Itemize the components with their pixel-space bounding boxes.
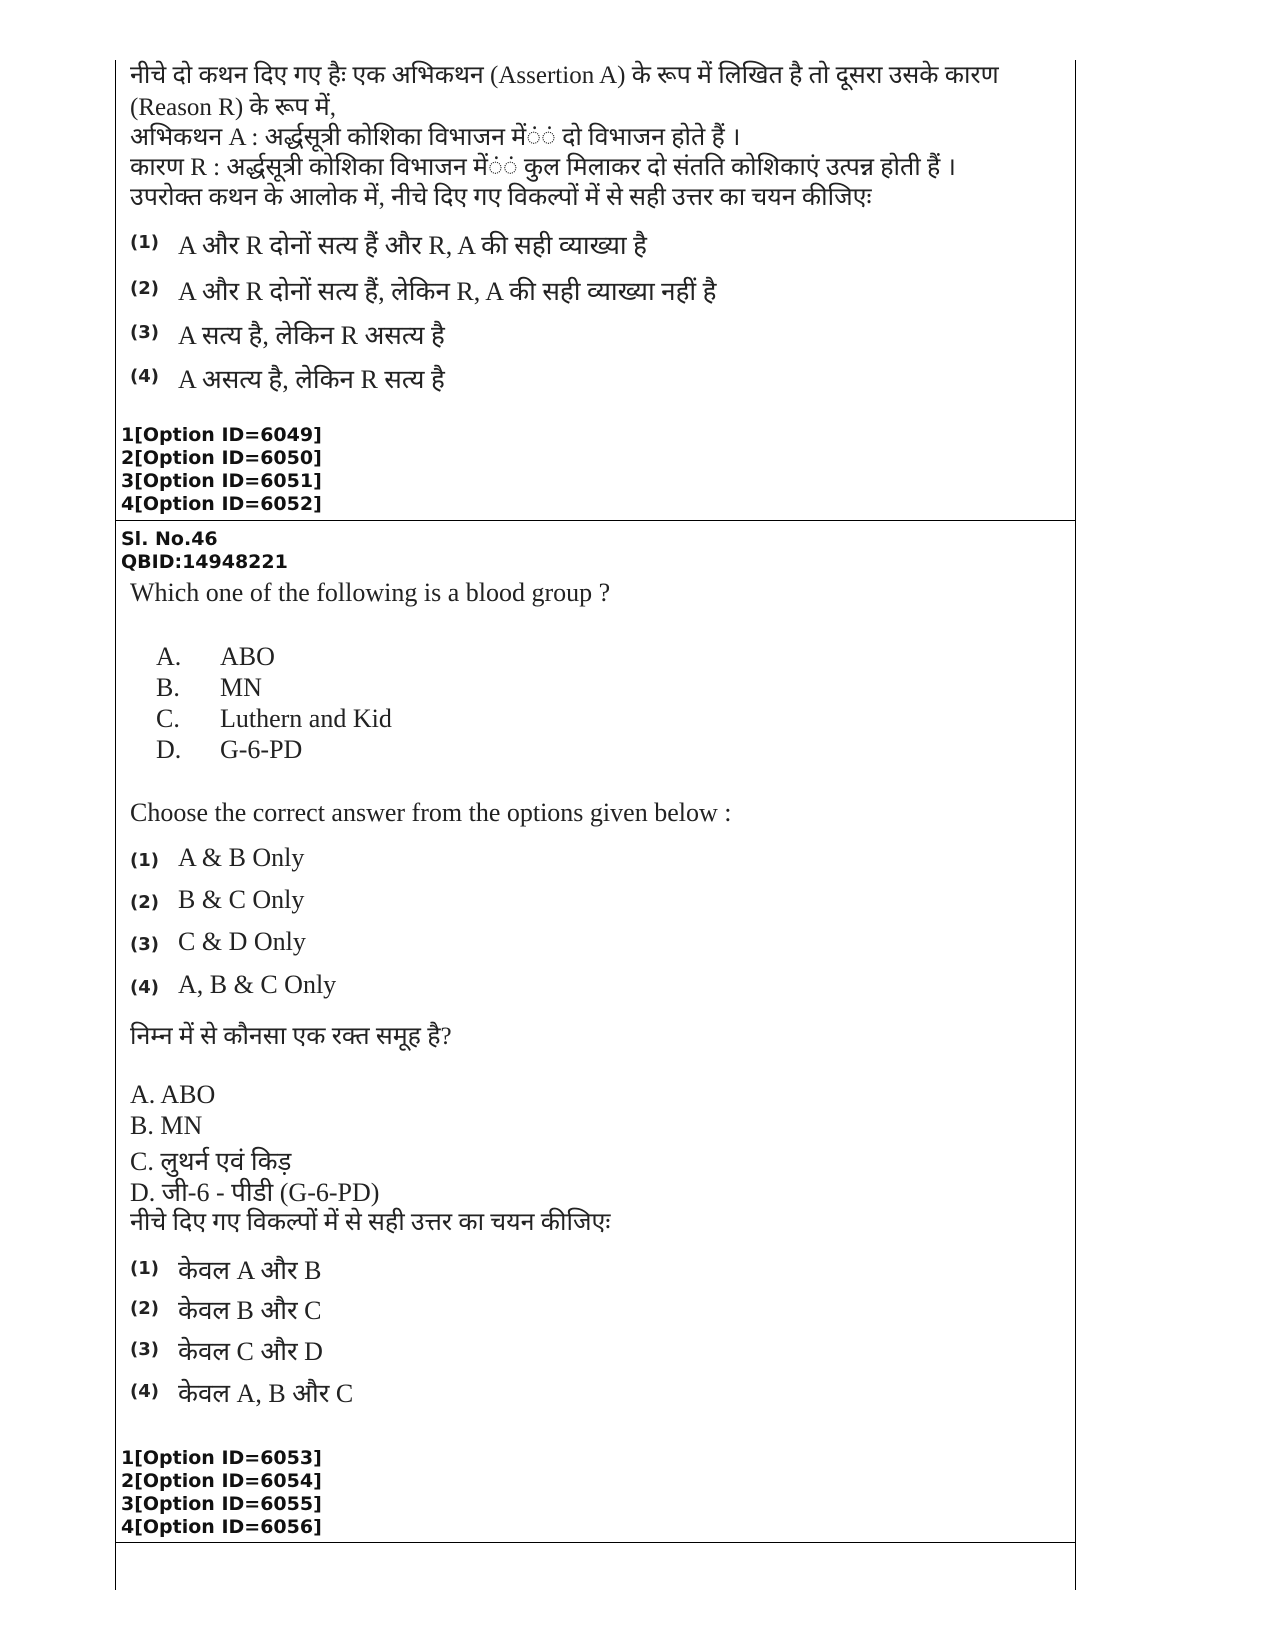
q46-en-option-2-text: B & C Only xyxy=(178,885,305,914)
q45-option-2-text: A और R दोनों सत्य हैं, लेकिन R, A की सही व्याख्या नहीं है xyxy=(178,277,717,306)
q45-option-id-2: 2[Option ID=6050] xyxy=(121,447,322,469)
q46-hi-item-d: D. जी-6 - पीडी (G-6-PD) xyxy=(130,1178,380,1207)
q46-hi-option-1-number: (1) xyxy=(130,1258,159,1279)
q45-stem-line-1: नीचे दो कथन दिए गए हैः एक अभिकथन (Assertion A) के रूप में लिखित है तो दूसरा उसके कारण xyxy=(130,62,999,89)
q46-hi-option-4-number: (4) xyxy=(130,1381,159,1402)
q45-option-id-4: 4[Option ID=6052] xyxy=(121,493,322,515)
q46-serial-number: Sl. No.46 xyxy=(121,528,218,550)
q45-option-3-text: A सत्य है, लेकिन R असत्य है xyxy=(178,321,445,350)
q46-hi-option-3-number: (3) xyxy=(130,1339,159,1360)
q45-option-id-1: 1[Option ID=6049] xyxy=(121,424,322,446)
item-text: MN xyxy=(220,673,262,702)
q46-option-id-3: 3[Option ID=6055] xyxy=(121,1493,322,1515)
q46-en-option-1-text: A & B Only xyxy=(178,843,305,872)
q45-option-3-number: (3) xyxy=(130,322,159,343)
q46-qbid: QBID:14948221 xyxy=(121,551,288,573)
q46-hi-item-b: B. MN xyxy=(130,1111,203,1140)
q45-option-1-number: (1) xyxy=(130,232,159,253)
q46-option-id-4: 4[Option ID=6056] xyxy=(121,1516,322,1538)
q46-en-option-3-text: C & D Only xyxy=(178,927,306,956)
item-text: G-6-PD xyxy=(220,735,303,764)
q46-hi-option-2-text: केवल B और C xyxy=(178,1296,322,1325)
q46-option-id-2: 2[Option ID=6054] xyxy=(121,1470,322,1492)
q46-item-a xyxy=(156,642,556,674)
q46-hi-option-2-number: (2) xyxy=(130,1298,159,1319)
q45-option-4-number: (4) xyxy=(130,366,159,387)
q46-item-b xyxy=(156,673,556,705)
q46-en-option-2-number: (2) xyxy=(130,892,159,913)
q46-hi-option-3-text: केवल C और D xyxy=(178,1337,323,1366)
item-letter: A. xyxy=(156,642,182,671)
q45-option-2-number: (2) xyxy=(130,278,159,299)
q46-item-c xyxy=(156,704,556,736)
q46-en-option-4-text: A, B & C Only xyxy=(178,970,337,999)
q45-stem-line-2: (Reason R) के रूप में, xyxy=(130,94,336,121)
item-letter: B. xyxy=(156,673,180,702)
row-divider xyxy=(115,520,1076,521)
q45-instruction: उपरोक्त कथन के आलोक में, नीचे दिए गए विकल्पों में से सही उत्तर का चयन कीजिएः xyxy=(130,184,872,211)
q46-hi-option-4-text: केवल A, B और C xyxy=(178,1379,354,1408)
q45-option-4-text: A असत्य है, लेकिन R सत्य है xyxy=(178,365,445,394)
q46-hi-item-a: A. ABO xyxy=(130,1080,216,1109)
q46-instruction-hindi: नीचे दिए गए विकल्पों में से सही उत्तर का चयन कीजिएः xyxy=(130,1209,611,1236)
q46-option-id-1: 1[Option ID=6053] xyxy=(121,1447,322,1469)
item-text: ABO xyxy=(220,642,275,671)
q46-hi-item-c: C. लुथर्न एवं किड़ xyxy=(130,1147,292,1176)
q45-assertion: अभिकथन A : अर्द्धसूत्री कोशिका विभाजन में◌ं◌ं दो विभाजन होते हैं । xyxy=(130,124,741,151)
q46-en-option-3-number: (3) xyxy=(130,934,159,955)
q46-question-english: Which one of the following is a blood group ? xyxy=(130,578,611,607)
q46-instruction-english: Choose the correct answer from the options given below : xyxy=(130,798,732,827)
q45-option-1-text: A और R दोनों सत्य हैं और R, A की सही व्याख्या है xyxy=(178,231,647,260)
q46-en-option-1-number: (1) xyxy=(130,850,159,871)
q46-en-option-4-number: (4) xyxy=(130,977,159,998)
row-divider xyxy=(115,1542,1076,1543)
q46-item-d xyxy=(156,735,556,767)
item-letter: C. xyxy=(156,704,180,733)
q45-option-id-3: 3[Option ID=6051] xyxy=(121,470,322,492)
item-letter: D. xyxy=(156,735,182,764)
item-text: Luthern and Kid xyxy=(220,704,392,733)
q45-reason: कारण R : अर्द्धसूत्री कोशिका विभाजन में◌ं◌ं कुल मिलाकर दो संतति कोशिकाएं उत्पन्न होती हैं । xyxy=(130,154,956,181)
q46-hi-option-1-text: केवल A और B xyxy=(178,1256,322,1285)
q46-question-hindi: निम्न में से कौनसा एक रक्त समूह है? xyxy=(130,1023,452,1050)
